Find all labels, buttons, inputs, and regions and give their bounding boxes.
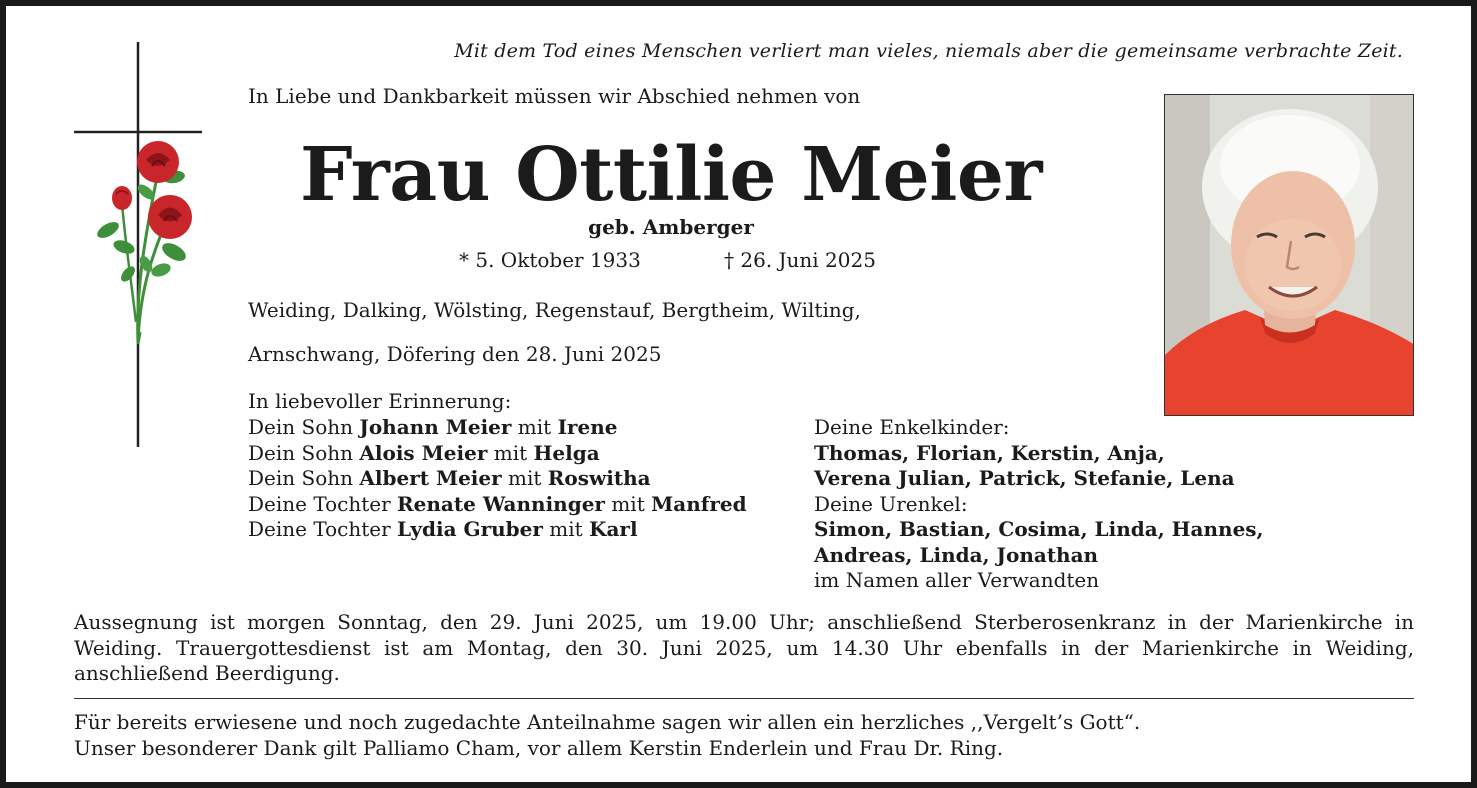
thanks-line-2: Unser besonderer Dank gilt Palliamo Cham, vor allem Kerstin Enderlein und Frau Dr. Ring. xyxy=(74,735,1004,760)
grandchildren-heading: Deine Enkelkinder: xyxy=(814,415,1010,439)
grandchildren-names-2: Verena Julian, Patrick, Stefanie, Lena xyxy=(814,466,1235,490)
portrait-photo xyxy=(1164,94,1414,416)
great-grandchildren-names-1: Simon, Bastian, Cosima, Linda, Hannes, xyxy=(814,517,1264,541)
memory-heading: In liebevoller Erinnerung: xyxy=(248,389,512,413)
list-item: Dein Sohn Johann Meier mit Irene xyxy=(248,415,618,439)
places-line-1: Weiding, Dalking, Wölsting, Regenstauf, Bergtheim, Wilting, xyxy=(248,298,861,322)
thanks-line-1: Für bereits erwiesene und noch zugedachte Anteilnahme sagen wir allen ein herzliches ,,Vergelt’s Gott“. xyxy=(74,710,1141,734)
relatives-note: im Namen aller Verwandten xyxy=(814,568,1100,592)
cross-icon xyxy=(66,42,211,452)
deceased-name: Frau Ottilie Meier xyxy=(300,132,1042,218)
intro-text: In Liebe und Dankbarkeit müssen wir Abschied nehmen von xyxy=(248,84,861,108)
list-item: Dein Sohn Albert Meier mit Roswitha xyxy=(248,466,651,490)
birth-date: * 5. Oktober 1933 xyxy=(459,248,641,272)
service-details: Aussegnung ist morgen Sonntag, den 29. Juni 2025, um 19.00 Uhr; anschließend Sterberosenkranz in der Marienkirche in Weiding. Trauergottesdienst ist am Montag, den 30. Juni 2025, um 14.30 Uhr ebenfalls in der Marienkirche in Weiding, anschließend Beerdigung. xyxy=(74,610,1414,685)
grandchildren-list xyxy=(814,415,1264,594)
death-date: † 26. Juni 2025 xyxy=(724,248,876,272)
children-list xyxy=(248,415,747,543)
divider xyxy=(74,698,1414,699)
list-item: Deine Tochter Lydia Gruber mit Karl xyxy=(248,517,638,541)
grandchildren-names-1: Thomas, Florian, Kerstin, Anja, xyxy=(814,440,1165,465)
roses-icon xyxy=(95,141,192,344)
great-grandchildren-names-2: Andreas, Linda, Jonathan xyxy=(814,542,1099,567)
list-item: Deine Tochter Renate Wanninger mit Manfred xyxy=(248,491,747,516)
places-line-2: Arnschwang, Döfering den 28. Juni 2025 xyxy=(248,342,662,366)
thanks-section xyxy=(74,710,1140,761)
great-grandchildren-heading: Deine Urenkel: xyxy=(814,491,968,516)
maiden-name: geb. Amberger xyxy=(588,215,754,239)
list-item: Dein Sohn Alois Meier mit Helga xyxy=(248,440,600,465)
quote: Mit dem Tod eines Menschen verliert man vieles, niemals aber die gemeinsame verbrachte Zeit. xyxy=(454,40,1403,62)
